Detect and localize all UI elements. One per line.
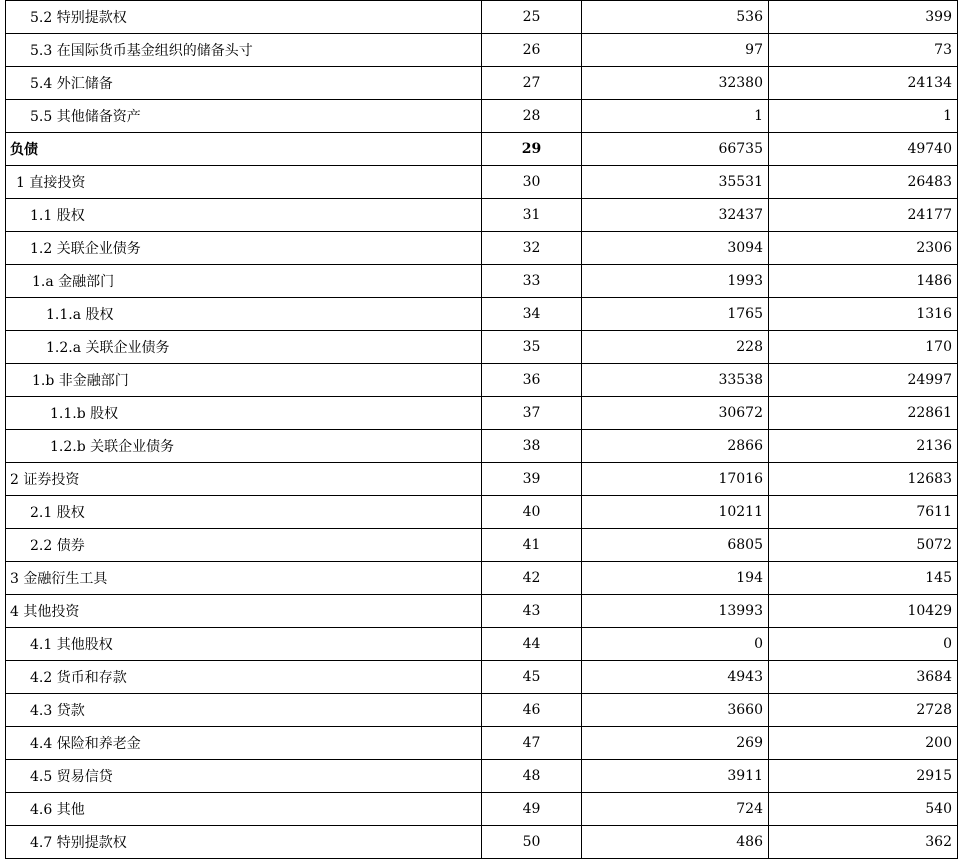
table-row [6, 826, 958, 859]
row-number: 45 [482, 661, 582, 694]
balance-table [5, 0, 958, 859]
row-label: 1.2.b 关联企业债务 [6, 430, 482, 463]
row-number: 49 [482, 793, 582, 826]
value-col-2: 10429 [769, 595, 958, 628]
value-col-1: 1993 [582, 265, 769, 298]
value-col-2: 1 [769, 100, 958, 133]
row-number: 31 [482, 199, 582, 232]
table-row [6, 265, 958, 298]
row-number: 47 [482, 727, 582, 760]
row-number: 37 [482, 397, 582, 430]
row-number: 39 [482, 463, 582, 496]
table-row [6, 694, 958, 727]
value-col-2: 200 [769, 727, 958, 760]
row-number: 40 [482, 496, 582, 529]
row-number: 25 [482, 1, 582, 34]
value-col-1: 3660 [582, 694, 769, 727]
value-col-1: 4943 [582, 661, 769, 694]
row-number: 35 [482, 331, 582, 364]
row-number: 27 [482, 67, 582, 100]
row-label: 2 证券投资 [6, 463, 482, 496]
value-col-1: 66735 [582, 133, 769, 166]
value-col-2: 5072 [769, 529, 958, 562]
row-label: 1.2 关联企业债务 [6, 232, 482, 265]
table-row [6, 34, 958, 67]
row-number: 44 [482, 628, 582, 661]
value-col-1: 32437 [582, 199, 769, 232]
value-col-1: 35531 [582, 166, 769, 199]
row-number: 48 [482, 760, 582, 793]
table-row [6, 562, 958, 595]
row-number: 28 [482, 100, 582, 133]
value-col-1: 3911 [582, 760, 769, 793]
value-col-2: 7611 [769, 496, 958, 529]
table-row [6, 595, 958, 628]
value-col-2: 0 [769, 628, 958, 661]
table-row [6, 133, 958, 166]
row-number: 30 [482, 166, 582, 199]
value-col-2: 26483 [769, 166, 958, 199]
value-col-1: 228 [582, 331, 769, 364]
value-col-1: 3094 [582, 232, 769, 265]
value-col-2: 2728 [769, 694, 958, 727]
value-col-2: 3684 [769, 661, 958, 694]
row-number: 38 [482, 430, 582, 463]
value-col-2: 12683 [769, 463, 958, 496]
value-col-1: 32380 [582, 67, 769, 100]
row-label: 1 直接投资 [6, 166, 482, 199]
row-number: 34 [482, 298, 582, 331]
table-row [6, 793, 958, 826]
table-row [6, 463, 958, 496]
value-col-2: 49740 [769, 133, 958, 166]
value-col-2: 399 [769, 1, 958, 34]
value-col-1: 10211 [582, 496, 769, 529]
value-col-1: 1 [582, 100, 769, 133]
table-row [6, 67, 958, 100]
row-label: 4.7 特别提款权 [6, 826, 482, 859]
row-label: 5.3 在国际货币基金组织的储备头寸 [6, 34, 482, 67]
row-number: 29 [482, 133, 582, 166]
value-col-1: 486 [582, 826, 769, 859]
row-number: 26 [482, 34, 582, 67]
value-col-1: 724 [582, 793, 769, 826]
row-label: 1.a 金融部门 [6, 265, 482, 298]
row-label: 2.2 债券 [6, 529, 482, 562]
value-col-2: 2136 [769, 430, 958, 463]
value-col-2: 73 [769, 34, 958, 67]
value-col-2: 2915 [769, 760, 958, 793]
value-col-1: 97 [582, 34, 769, 67]
value-col-2: 170 [769, 331, 958, 364]
table-row [6, 496, 958, 529]
row-label: 3 金融衍生工具 [6, 562, 482, 595]
table-row [6, 1, 958, 34]
table-row [6, 364, 958, 397]
row-label: 4.3 贷款 [6, 694, 482, 727]
value-col-2: 24997 [769, 364, 958, 397]
row-label: 5.4 外汇储备 [6, 67, 482, 100]
table-row [6, 166, 958, 199]
value-col-1: 2866 [582, 430, 769, 463]
table-row [6, 430, 958, 463]
table-row [6, 232, 958, 265]
value-col-1: 536 [582, 1, 769, 34]
value-col-2: 1486 [769, 265, 958, 298]
row-label: 1.1 股权 [6, 199, 482, 232]
table-row [6, 628, 958, 661]
value-col-2: 24134 [769, 67, 958, 100]
table-row [6, 100, 958, 133]
table-row [6, 760, 958, 793]
value-col-1: 1765 [582, 298, 769, 331]
row-label: 4.4 保险和养老金 [6, 727, 482, 760]
value-col-1: 6805 [582, 529, 769, 562]
value-col-2: 1316 [769, 298, 958, 331]
row-number: 36 [482, 364, 582, 397]
row-label: 1.b 非金融部门 [6, 364, 482, 397]
value-col-2: 540 [769, 793, 958, 826]
table-row [6, 397, 958, 430]
value-col-1: 17016 [582, 463, 769, 496]
row-label: 1.1.a 股权 [6, 298, 482, 331]
table-row [6, 661, 958, 694]
value-col-2: 24177 [769, 199, 958, 232]
row-number: 50 [482, 826, 582, 859]
row-label: 4.5 贸易信贷 [6, 760, 482, 793]
table-row [6, 529, 958, 562]
row-label: 4.6 其他 [6, 793, 482, 826]
table-row [6, 199, 958, 232]
row-label: 2.1 股权 [6, 496, 482, 529]
row-label: 1.2.a 关联企业债务 [6, 331, 482, 364]
row-number: 32 [482, 232, 582, 265]
row-number: 43 [482, 595, 582, 628]
table-row [6, 727, 958, 760]
row-label: 负债 [6, 133, 482, 166]
value-col-2: 2306 [769, 232, 958, 265]
value-col-1: 269 [582, 727, 769, 760]
row-label: 4.2 货币和存款 [6, 661, 482, 694]
table-row [6, 331, 958, 364]
row-number: 46 [482, 694, 582, 727]
table-row [6, 298, 958, 331]
row-number: 33 [482, 265, 582, 298]
row-number: 41 [482, 529, 582, 562]
value-col-1: 13993 [582, 595, 769, 628]
value-col-1: 194 [582, 562, 769, 595]
row-label: 4.1 其他股权 [6, 628, 482, 661]
value-col-1: 33538 [582, 364, 769, 397]
row-label: 4 其他投资 [6, 595, 482, 628]
value-col-1: 30672 [582, 397, 769, 430]
row-label: 5.2 特别提款权 [6, 1, 482, 34]
value-col-2: 22861 [769, 397, 958, 430]
row-number: 42 [482, 562, 582, 595]
table-body [6, 1, 958, 859]
value-col-2: 362 [769, 826, 958, 859]
row-label: 1.1.b 股权 [6, 397, 482, 430]
row-label: 5.5 其他储备资产 [6, 100, 482, 133]
value-col-1: 0 [582, 628, 769, 661]
value-col-2: 145 [769, 562, 958, 595]
